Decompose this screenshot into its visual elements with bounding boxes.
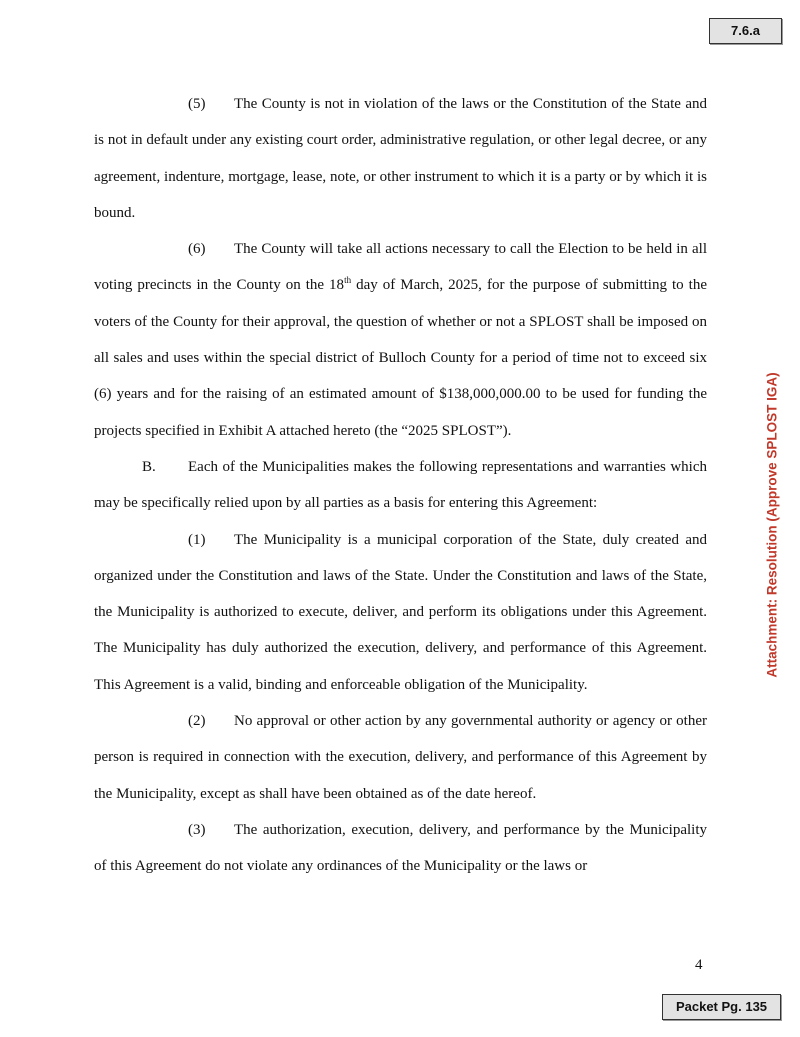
paragraph-text: Each of the Municipalities makes the following representations and warranties which may be specifically relied upon by all parties as a basis for entering this Agreement: — [94, 458, 707, 512]
item-number: (2) — [188, 713, 206, 730]
paragraph-text: The County will take all actions necessary to call the Election to be held in all voting precincts in the County on the 18 — [94, 241, 707, 294]
item-number: (1) — [188, 531, 206, 548]
paragraph-b — [94, 449, 707, 522]
paragraph-2 — [94, 703, 707, 812]
paragraph-text: The Municipality is a municipal corporation of the State, duly created and organized under the Constitution and laws of the State. Under the Constitution and laws of the State, the Municipality is authorized to execute, deliver, and perform its obligations under this Agreement. The Municipality has duly authorized the execution, delivery, and performance of this Agreement. This Agreement is a valid, binding and enforceable obligation of the Municipality. — [94, 531, 707, 693]
section-tag: 7.6.a — [709, 18, 782, 44]
section-letter: B. — [142, 458, 156, 475]
paragraph-text: The County is not in violation of the laws or the Constitution of the State and is not in default under any existing court order, administrative regulation, or other legal decree, or any agreement, indenture, mortgage, lease, note, or other instrument to which it is a party or by which it is bound. — [94, 96, 707, 221]
paragraph-1 — [94, 522, 707, 703]
paragraph-text: The authorization, execution, delivery, and performance by the Municipality of this Agreement do not violate any ordinances of the Municipality or the laws or — [94, 821, 707, 875]
paragraph-3 — [94, 812, 707, 885]
item-number: (5) — [188, 96, 206, 112]
ordinal-suffix: th — [344, 275, 352, 286]
document-body — [94, 86, 707, 885]
item-number: (3) — [188, 821, 206, 838]
paragraph-6 — [94, 231, 707, 449]
item-number: (6) — [188, 241, 206, 258]
paragraph-text: No approval or other action by any governmental authority or agency or other person is required in connection with the execution, delivery, and performance of this Agreement by the Municipality, except as shall have been obtained as of the date hereof. — [94, 713, 707, 802]
paragraph-5 — [94, 86, 707, 231]
attachment-side-label: Attachment: Resolution (Approve SPLOST IGA) — [764, 372, 780, 678]
packet-page-label: Packet Pg. 135 — [662, 994, 781, 1020]
page-number: 4 — [695, 957, 703, 973]
paragraph-text: day of March, 2025, for the purpose of submitting to the voters of the County for their approval, the question of whether or not a SPLOST shall be imposed on all sales and uses within the special district of Bulloch County for a period of time not to exceed six (6) years and for the raising of an estimated amount of $138,000,000.00 to be used for funding the projects specified in Exhibit A attached hereto (the “2025 SPLOST”). — [94, 277, 707, 439]
